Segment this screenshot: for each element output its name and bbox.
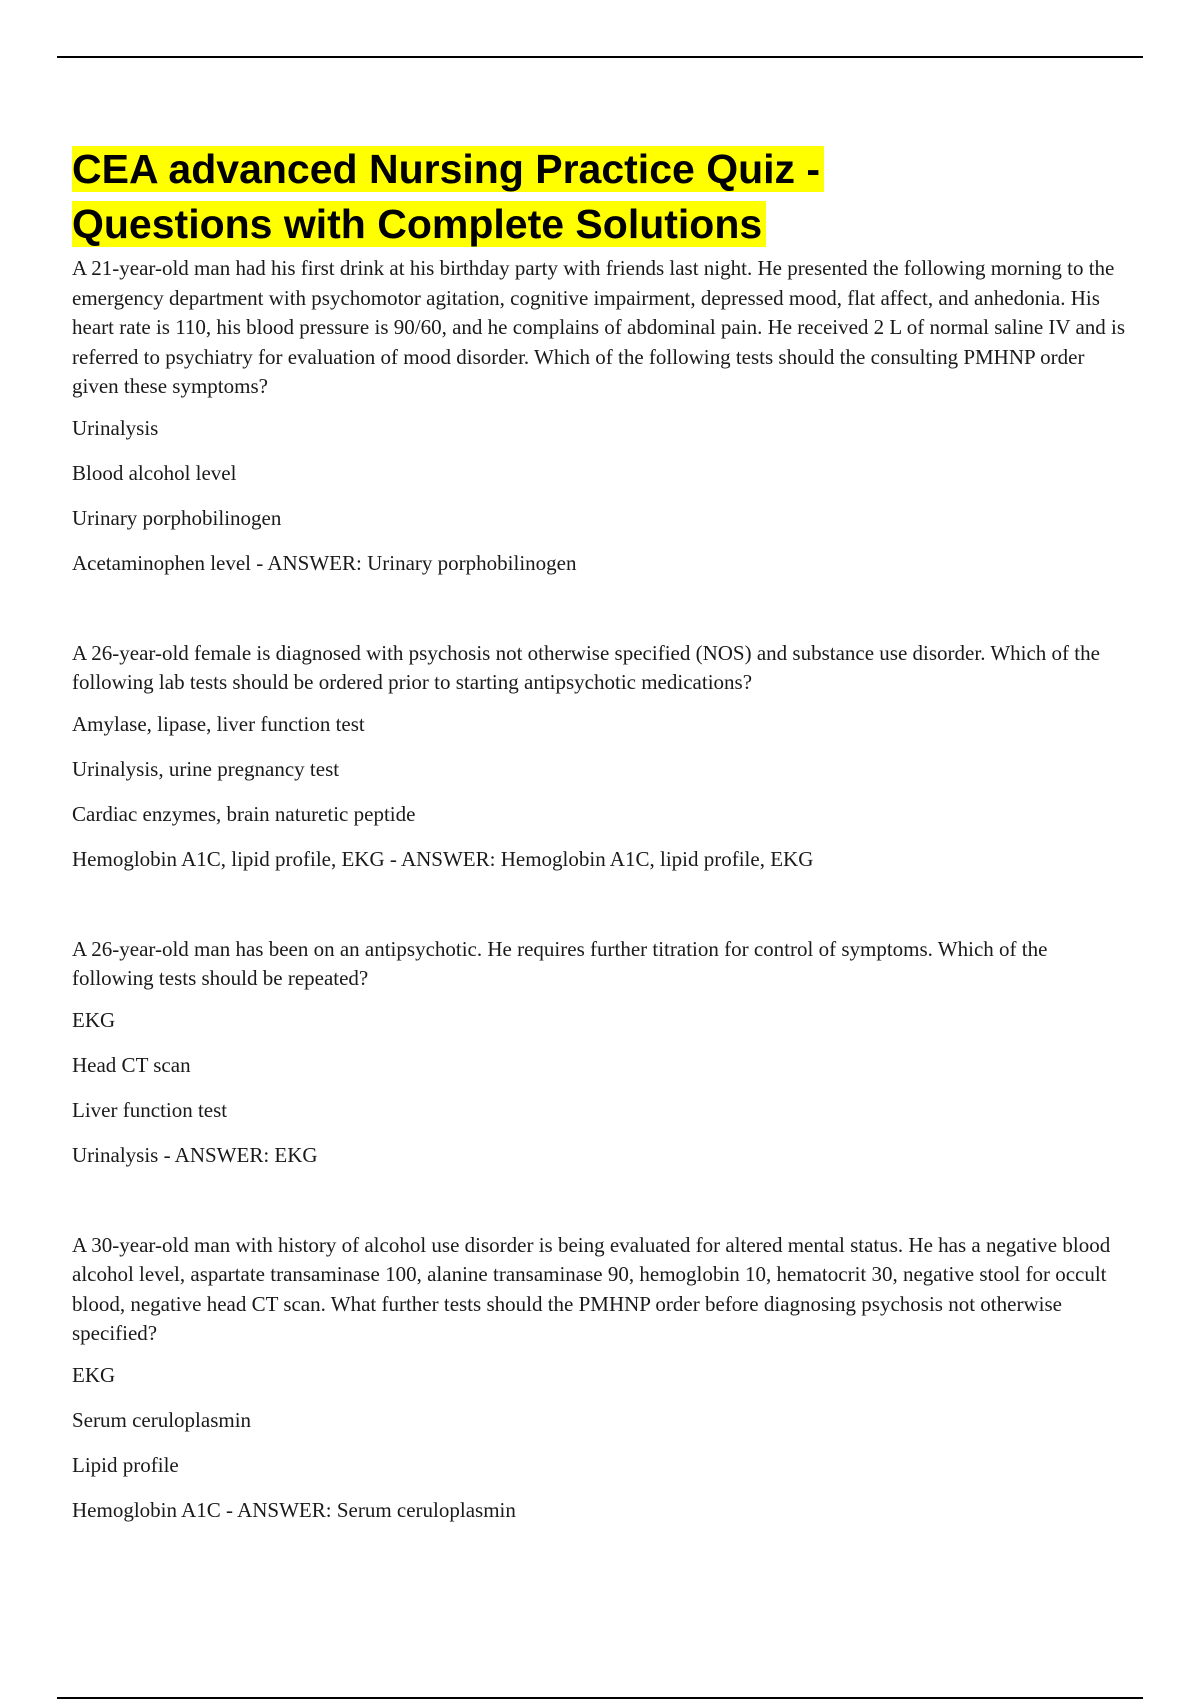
question-text: A 30-year-old man with history of alcohol use disorder is being evaluated for altered mental status. He has a negative blood alcohol level, aspartate transaminase 100, alanine transaminase 90, hemoglobin 10, hematocrit 30, negative stool for occult blood, negative head CT scan. What further tests should the PMHNP order before diagnosing psychosis not otherwise specified? — [72, 1232, 1111, 1345]
answer-option: EKG — [72, 1007, 116, 1032]
answer-option: Cardiac enzymes, brain naturetic peptide — [72, 801, 416, 826]
answer-option: Amylase, lipase, liver function test — [72, 711, 365, 736]
question-block-1 — [72, 254, 1134, 578]
answer-option-with-solution: Urinalysis - ANSWER: EKG — [72, 1142, 318, 1167]
question-block-3 — [72, 935, 1134, 1170]
answer-option: Liver function test — [72, 1097, 228, 1122]
answer-option-with-solution: Hemoglobin A1C - ANSWER: Serum ceruloplasmin — [72, 1497, 516, 1522]
answer-option: Serum ceruloplasmin — [72, 1407, 252, 1432]
answer-option: Lipid profile — [72, 1452, 179, 1477]
answer-option: Urinary porphobilinogen — [72, 505, 282, 530]
answer-option: Head CT scan — [72, 1052, 191, 1077]
question-spacer — [72, 890, 1134, 935]
answer-option: EKG — [72, 1362, 116, 1387]
answer-option: Urinalysis, urine pregnancy test — [72, 756, 340, 781]
top-rule — [57, 56, 1143, 58]
question-text: A 26-year-old female is diagnosed with psychosis not otherwise specified (NOS) and substance use disorder. Which of the following lab tests should be ordered prior to starting antipsychotic medications? — [72, 640, 1100, 694]
page-title — [72, 142, 1134, 252]
title-line-1: CEA advanced Nursing Practice Quiz - — [72, 146, 824, 192]
title-line-2: Questions with Complete Solutions — [72, 201, 766, 247]
question-block-4 — [72, 1231, 1134, 1525]
question-block-2 — [72, 639, 1134, 874]
document-body — [72, 142, 1134, 1541]
question-spacer — [72, 594, 1134, 639]
answer-option: Urinalysis — [72, 415, 159, 440]
question-text: A 26-year-old man has been on an antipsychotic. He requires further titration for control of symptoms. Which of the following tests should be repeated? — [72, 936, 1048, 990]
answer-option-with-solution: Hemoglobin A1C, lipid profile, EKG - ANSWER: Hemoglobin A1C, lipid profile, EKG — [72, 846, 814, 871]
bottom-rule — [57, 1697, 1143, 1699]
question-text: A 21-year-old man had his first drink at his birthday party with friends last night. He presented the following morning to the emergency department with psychomotor agitation, cognitive impairment, depressed mood, flat affect, and anhedonia. His heart rate is 110, his blood pressure is 90/60, and he complains of abdominal pain. He received 2 L of normal saline IV and is referred to psychiatry for evaluation of mood disorder. Which of the following tests should the consulting PMHNP order given these symptoms? — [72, 256, 1126, 398]
question-spacer — [72, 1186, 1134, 1231]
answer-option: Blood alcohol level — [72, 460, 237, 485]
answer-option-with-solution: Acetaminophen level - ANSWER: Urinary porphobilinogen — [72, 550, 577, 575]
